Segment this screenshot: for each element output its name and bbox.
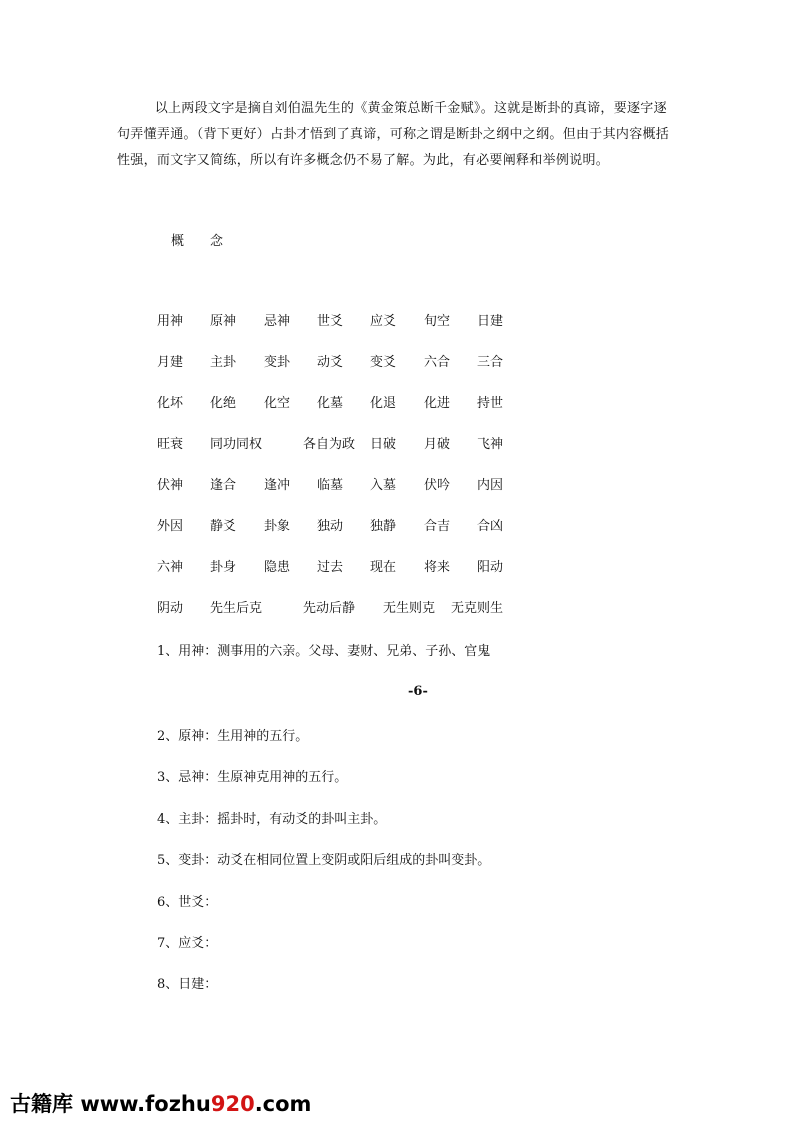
concept-term: 各自为政 [303,437,356,452]
definition-item: 3、忌神：生原神克用神的五行。 [157,770,348,785]
concept-term: 化退 [370,396,397,411]
concept-term: 卦身 [210,560,237,575]
concept-term: 合凶 [477,519,504,534]
concept-term: 日建 [477,314,504,329]
concept-term: 静爻 [210,519,237,534]
definition-item: 4、主卦：摇卦时，有动爻的卦叫主卦。 [157,812,387,827]
definition-item: 2、原神：生用神的五行。 [157,729,309,744]
concept-term: 过去 [317,560,344,575]
concept-term: 旬空 [424,314,451,329]
concept-term: 阳动 [477,560,504,575]
concept-term: 临墓 [317,478,344,493]
concept-term: 独动 [317,519,344,534]
definition-item: 7、应爻： [157,936,218,951]
section-title-char-1: 概 [171,234,185,249]
page-number: -6- [408,684,428,699]
concept-term: 内因 [477,478,504,493]
concept-term: 现在 [370,560,397,575]
intro-text: 以上两段文字是摘自刘伯温先生的《黄金策总断千金赋》。这就是断卦的真谛，要逐字逐句弄懂弄通。（背下更好）占卦才悟到了真谛，可称之谓是断卦之纲中之纲。但由于其内容概括性强，而文字又简练，所以有许多概念仍不易了解。为此，有必要阐释和举例说明。 [117,101,670,168]
concept-term: 原神 [210,314,237,329]
concept-term: 月破 [424,437,451,452]
concept-term: 六合 [424,355,451,370]
concept-row [157,515,577,556]
concept-term: 无克则生 [451,601,504,616]
footer-url[interactable] [80,1092,311,1116]
footer-url-number: 920 [210,1092,255,1116]
section-title [171,230,249,249]
footer-site-name: 古籍库 [10,1092,73,1116]
definition-item: 5、变卦：动爻在相同位置上变阴或阳后组成的卦叫变卦。 [157,853,491,868]
concept-term: 伏神 [157,478,184,493]
concept-term: 伏吟 [424,478,451,493]
concept-row [157,351,577,392]
concept-term: 阴动 [157,601,184,616]
concept-term: 化绝 [210,396,237,411]
concept-term: 入墓 [370,478,397,493]
concept-term: 主卦 [210,355,237,370]
concept-term: 忌神 [264,314,291,329]
footer-url-suffix: .com [254,1092,312,1116]
concept-row [157,392,577,433]
concept-term: 卦象 [264,519,291,534]
concept-term: 月建 [157,355,184,370]
concept-term: 将来 [424,560,451,575]
concept-term: 用神 [157,314,184,329]
concept-grid [157,310,577,638]
concept-term: 飞神 [477,437,504,452]
definition-item: 1、用神：测事用的六亲。父母、妻财、兄弟、子孙、官鬼 [157,644,491,659]
concept-term: 合吉 [424,519,451,534]
concept-term: 应爻 [370,314,397,329]
concept-term: 化墓 [317,396,344,411]
footer-watermark [10,1088,311,1118]
concept-term: 先动后静 [303,601,356,616]
concept-term: 旺衰 [157,437,184,452]
concept-term: 三合 [477,355,504,370]
concept-term: 隐患 [264,560,291,575]
concept-term: 变爻 [370,355,397,370]
concept-term: 化空 [264,396,291,411]
concept-term: 日破 [370,437,397,452]
concept-term: 独静 [370,519,397,534]
concept-term: 无生则克 [383,601,436,616]
concept-term: 化进 [424,396,451,411]
footer-url-prefix: www.fozhu [80,1092,211,1116]
concept-term: 同功同权 [210,437,263,452]
definition-item: 6、世爻： [157,895,218,910]
concept-row [157,597,577,638]
concept-term: 化坏 [157,396,184,411]
concept-row [157,474,577,515]
intro-paragraph [117,96,677,174]
concept-row [157,310,577,351]
concept-row [157,433,577,474]
concept-term: 持世 [477,396,504,411]
concept-row [157,556,577,597]
section-title-char-2: 念 [210,234,224,249]
concept-term: 先生后克 [210,601,263,616]
concept-term: 逢冲 [264,478,291,493]
definition-item: 8、日建： [157,977,218,992]
concept-term: 逢合 [210,478,237,493]
concept-term: 变卦 [264,355,291,370]
concept-term: 世爻 [317,314,344,329]
concept-term: 六神 [157,560,184,575]
concept-term: 动爻 [317,355,344,370]
concept-term: 外因 [157,519,184,534]
